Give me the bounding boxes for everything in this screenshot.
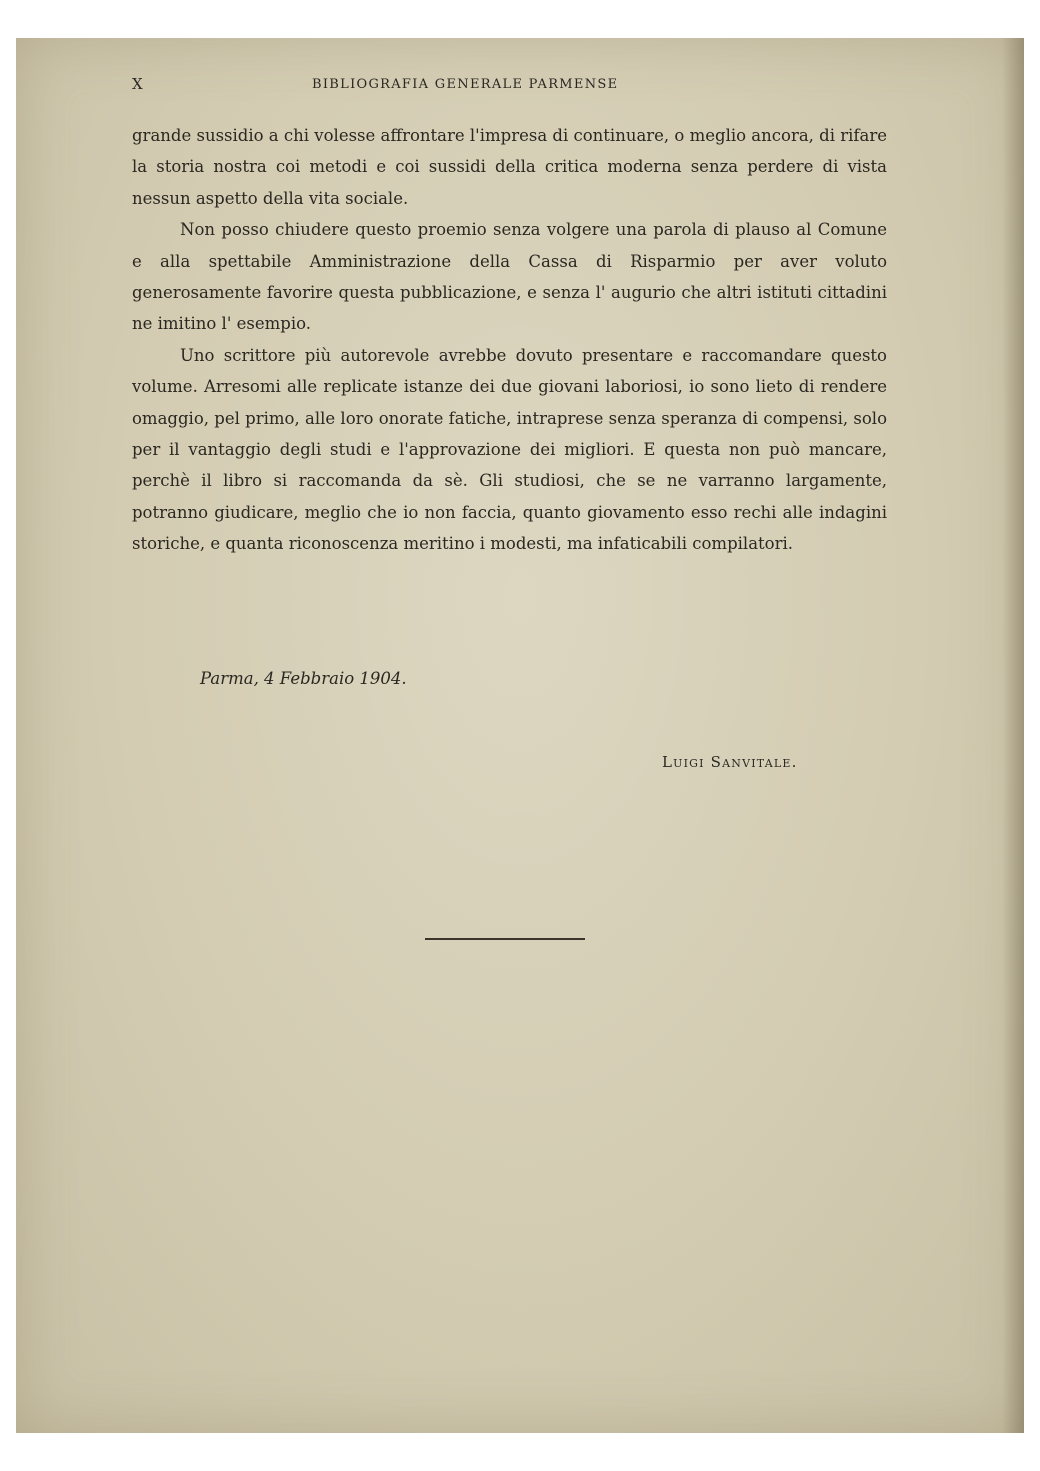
paragraph-2: Non posso chiudere questo proemio senza volgere una parola di plauso al Comune e alla spettabile Amministrazione della Cassa di Risparmio per aver voluto generosamente favorire questa pubblicazione, e senza l' augurio che altri istituti cittadini ne imitino l' esempio.: [132, 220, 887, 334]
body-text: [132, 120, 887, 560]
page-number: X: [132, 75, 144, 93]
paragraph-1: grande sussidio a chi volesse affrontare l'impresa di continuare, o meglio ancora, di rifare la storia nostra coi metodi e coi sussidi della critica moderna senza perdere di vista nessun aspetto della vita sociale.: [132, 126, 888, 208]
paragraph-3: Uno scrittore più autorevole avrebbe dovuto presentare e raccomandare questo volume. Arresomi alle replicate istanze dei due giovani laboriosi, io sono lieto di rendere omaggio, pel primo, alle loro onorate fatiche, intraprese senza speranza di compensi, solo per il vantaggio degli studi e l'approvazione dei migliori. E questa non può mancare, perchè il libro si raccomanda da sè. Gli studiosi, che se ne varranno largamente, potranno giudicare, meglio che io non faccia, quanto giovamento esso rechi alle indagini storiche, e quanta riconoscenza meritino i modesti, ma infaticabili compilatori.: [132, 345, 887, 554]
page-header: [132, 75, 892, 99]
author-signature: Luigi Sanvitale.: [662, 753, 798, 771]
page-edge-shadow: [1002, 38, 1024, 1433]
place-date: Parma, 4 Febbraio 1904.: [200, 669, 407, 688]
closing-rule: [425, 938, 585, 940]
running-title: BIBLIOGRAFIA GENERALE PARMENSE: [312, 77, 619, 92]
